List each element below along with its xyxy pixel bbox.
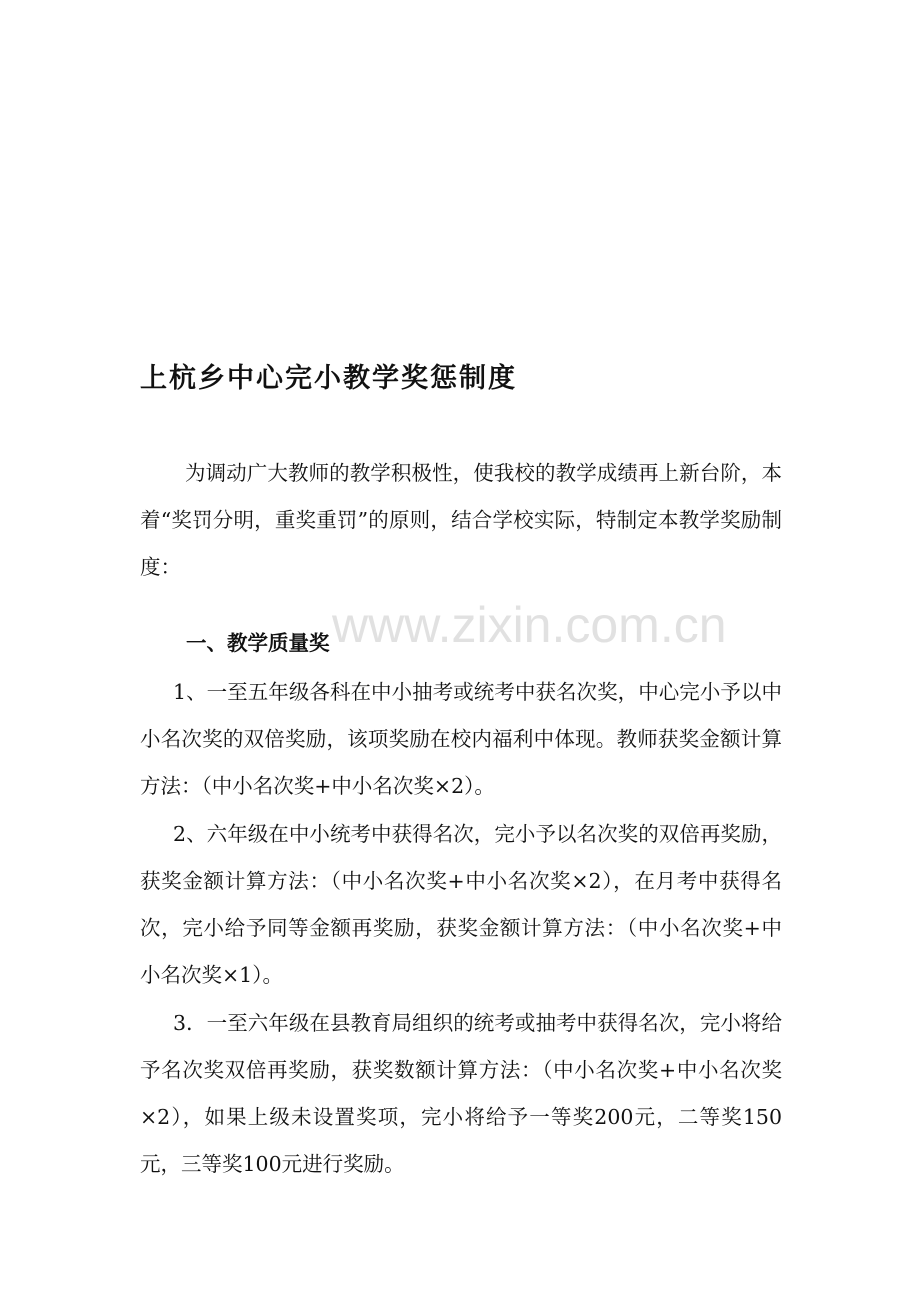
section-heading: 一、教学质量奖 <box>186 631 330 655</box>
section-item-2: 2、六年级在中小统考中获得名次，完小予以名次奖的双倍再奖励，获奖金额计算方法：（中小名次奖+中小名次奖×2），在月考中获得名次，完小给予同等金额再奖励，获奖金额计算方法：（中小名次奖+中小名次奖×1）。 <box>140 822 782 987</box>
intro-paragraph: 为调动广大教师的教学积极性，使我校的教学成绩再上新台阶，本着“奖罚分明，重奖重罚”的原则，结合学校实际，特制定本教学奖励制度： <box>140 461 782 579</box>
watermark: www.zixin.com.cn <box>332 597 727 653</box>
section-item-3: 3．一至六年级在县教育局组织的统考或抽考中获得名次，完小将给予名次奖双倍再奖励，获奖数额计算方法：（中小名次奖+中小名次奖×2），如果上级未设置奖项，完小将给予一等奖200元，二等奖150元，三等奖100元进行奖励。 <box>140 1011 782 1176</box>
section-item-1: 1、一至五年级各科在中小抽考或统考中获名次奖，中心完小予以中小名次奖的双倍奖励，该项奖励在校内福利中体现。教师获奖金额计算方法：（中小名次奖+中小名次奖×2）。 <box>140 680 782 798</box>
document-title: 上杭乡中心完小教学奖惩制度 <box>140 363 517 394</box>
